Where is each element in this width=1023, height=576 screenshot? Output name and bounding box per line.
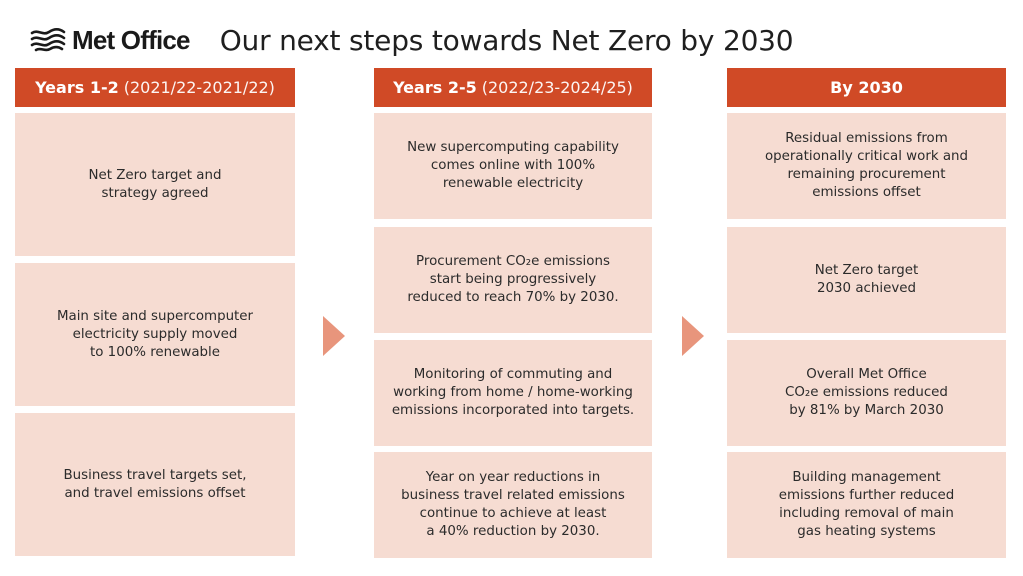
step-text: Net Zero target and strategy agreed (88, 167, 222, 201)
column-by-2030 (727, 68, 1006, 107)
step-text: Business travel targets set, and travel emissions offset (63, 467, 247, 501)
step-box (15, 113, 295, 256)
column-heading-bold: By 2030 (830, 78, 903, 97)
step-box (374, 452, 652, 558)
step-box (727, 113, 1006, 219)
step-text: Procurement CO₂e emissions start being progressively reduced to reach 70% by 2030. (407, 254, 619, 305)
column-heading-dates: (2022/23-2024/25) (481, 78, 633, 97)
column-heading-dates: (2021/22-2021/22) (123, 78, 275, 97)
logo-text: Met Office (72, 24, 190, 55)
step-box (727, 227, 1006, 333)
step-box (374, 227, 652, 333)
column-heading-bold: Years 1-2 (35, 78, 119, 97)
step-text: Year on year reductions in business travel related emissions continue to achieve at least a 40% reduction by 2030. (401, 470, 625, 539)
step-text: Building management emissions further reduced including removal of main gas heating systems (778, 470, 955, 539)
step-text: Main site and supercomputer electricity supply moved to 100% renewable (56, 308, 254, 360)
column-heading (15, 68, 295, 107)
page-title: Our next steps towards Net Zero by 2030 (219, 23, 794, 57)
step-text: Net Zero target 2030 achieved (814, 263, 919, 296)
column-heading (374, 68, 652, 107)
met-office-logo (30, 25, 190, 56)
column-heading (727, 68, 1006, 107)
column-years-2-5 (374, 68, 652, 107)
step-box (374, 340, 652, 446)
step-text: Overall Met Office CO₂e emissions reduced by 81% by March 2030 (785, 367, 948, 418)
step-text: Residual emissions from operationally critical work and remaining procurement emissions offset (764, 131, 969, 200)
step-box (15, 263, 295, 406)
step-box (15, 413, 295, 556)
met-office-logo-icon (30, 28, 66, 52)
step-box (727, 452, 1006, 558)
step-box (374, 113, 652, 219)
step-text: New supercomputing capability comes online with 100% renewable electricity (407, 140, 619, 191)
step-box (727, 340, 1006, 446)
arrow-right-icon (682, 316, 704, 356)
page-header (30, 18, 793, 62)
column-years-1-2 (15, 68, 295, 107)
arrow-right-icon (323, 316, 345, 356)
column-heading-bold: Years 2-5 (393, 78, 477, 97)
step-text: Monitoring of commuting and working from home / home-working emissions incorporated into targets. (391, 367, 635, 418)
